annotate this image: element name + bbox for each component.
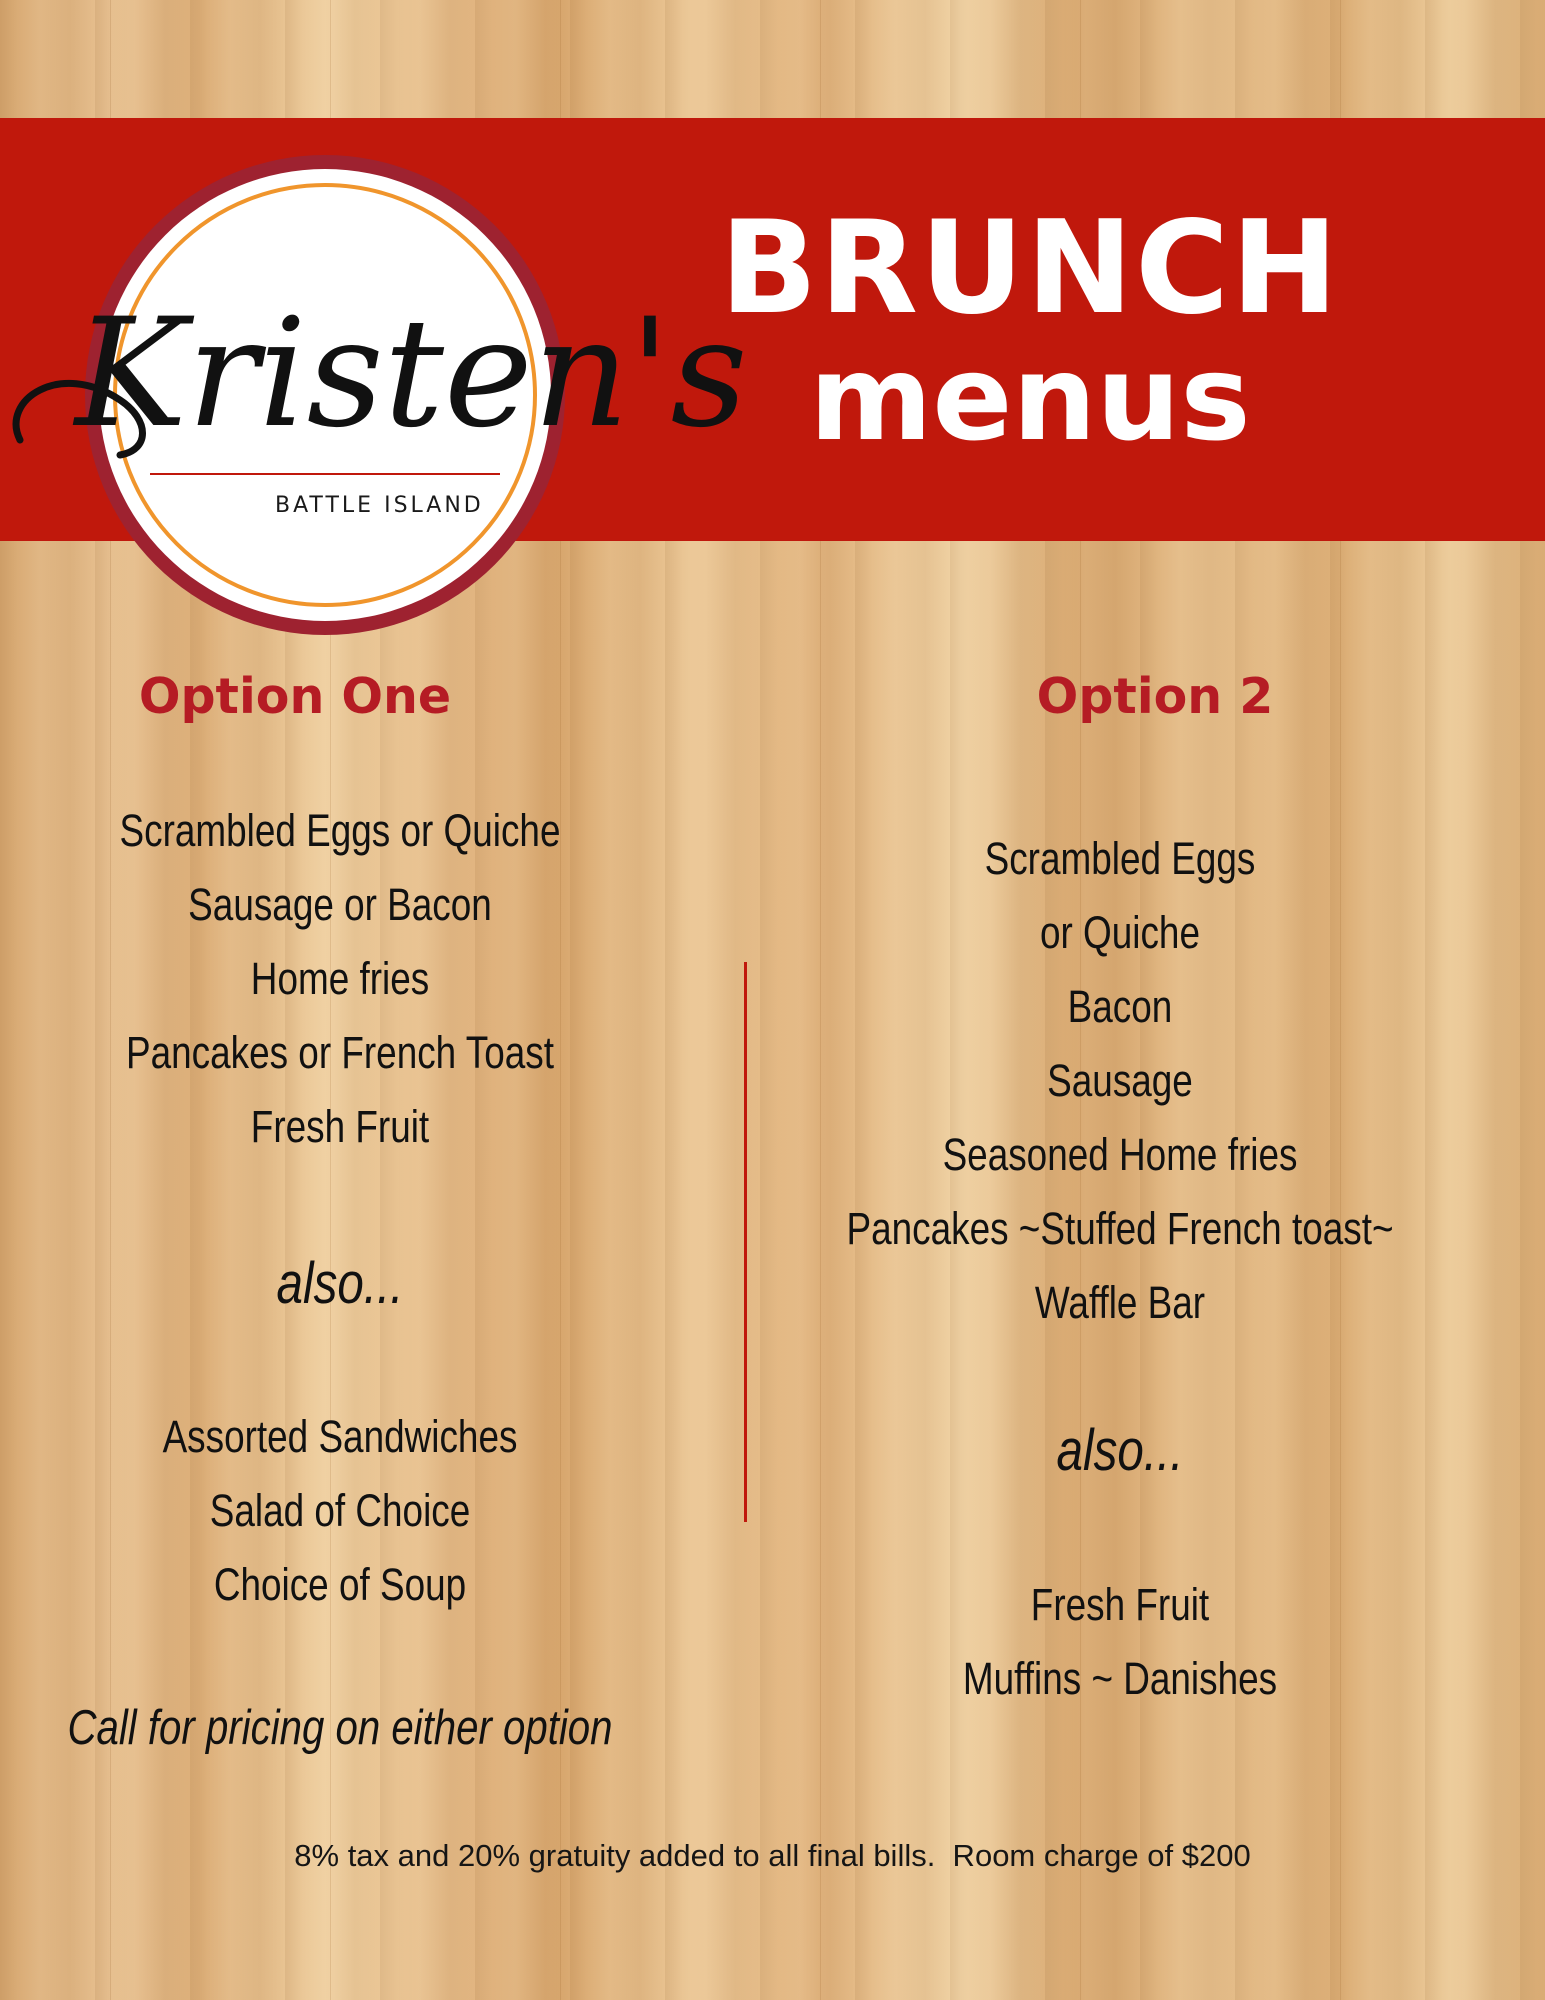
page-title	[660, 194, 1400, 467]
logo-script-wordmark	[0, 250, 748, 490]
menu-item: Pancakes ~Stuffed French toast~	[846, 1203, 1394, 1254]
option-two-items	[760, 822, 1480, 1340]
logo-subtitle: BATTLE ISLAND	[275, 493, 484, 518]
option-two-also: also...	[1056, 1418, 1184, 1483]
title-line-2: menus	[809, 329, 1251, 467]
menu-item: Pancakes or French Toast	[125, 1027, 554, 1078]
option-one-items	[40, 794, 640, 1164]
option-one-also: also...	[276, 1251, 404, 1316]
menu-item: Scrambled Eggs or Quiche	[119, 805, 561, 856]
menu-item: Fresh Fruit	[1030, 1579, 1210, 1630]
menu-item: or Quiche	[1039, 907, 1200, 958]
menu-item: Seasoned Home fries	[942, 1129, 1298, 1180]
menu-item: Fresh Fruit	[250, 1101, 430, 1152]
option-one-heading: Option One	[138, 668, 452, 725]
column-divider	[744, 962, 747, 1522]
menu-item: Salad of Choice	[209, 1485, 471, 1536]
footer-note: 8% tax and 20% gratuity added to all final bills. Room charge of $200	[294, 1838, 1251, 1873]
option-one-extra-items	[40, 1400, 640, 1622]
menu-item: Choice of Soup	[213, 1559, 467, 1610]
option-two-heading: Option 2	[1036, 668, 1274, 725]
menu-item: Sausage or Bacon	[188, 879, 492, 930]
title-line-1: BRUNCH	[719, 194, 1341, 343]
menu-item: Muffins ~ Danishes	[962, 1653, 1278, 1704]
menu-item: Assorted Sandwiches	[162, 1411, 518, 1462]
svg-text:Kristen's: Kristen's	[75, 287, 748, 461]
menu-item: Bacon	[1067, 981, 1173, 1032]
pricing-note: Call for pricing on either option	[67, 1701, 613, 1755]
option-two-extra-items	[760, 1568, 1480, 1716]
logo-rule	[150, 473, 500, 475]
menu-item: Home fries	[250, 953, 430, 1004]
logo	[75, 155, 748, 635]
menu-item: Scrambled Eggs	[984, 833, 1256, 884]
menu-item: Sausage	[1047, 1055, 1193, 1106]
menu-item: Waffle Bar	[1034, 1277, 1206, 1328]
